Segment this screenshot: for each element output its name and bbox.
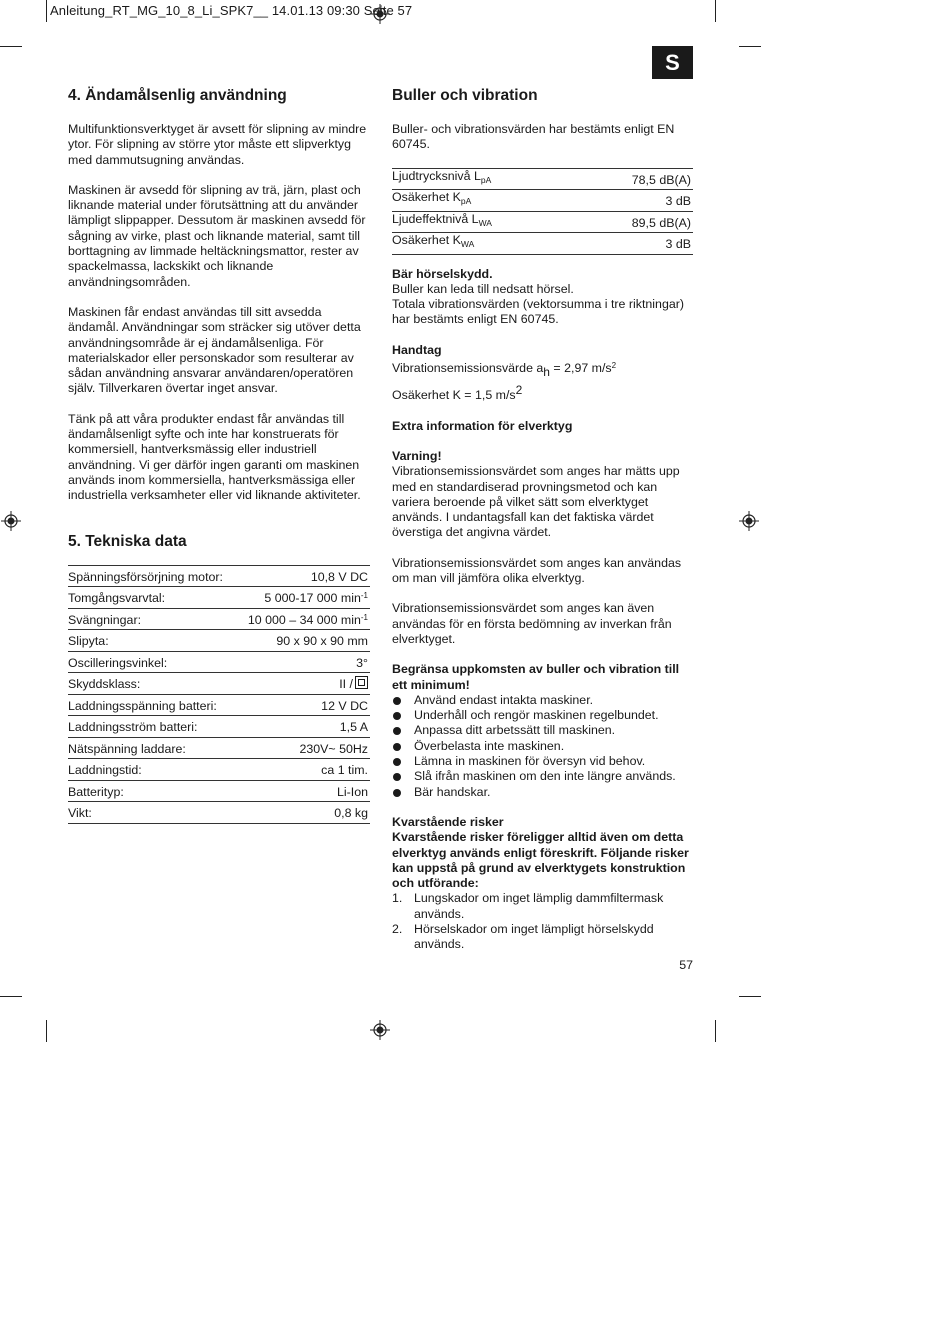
risk-list — [392, 891, 693, 952]
assess-text: Vibrationsemissionsvärdet som anges kan även användas för en första bedömning av inverkan från elverktyget. — [392, 601, 672, 646]
noise-label: Ljudeffektnivå $L_{WA}$ — [392, 211, 579, 233]
uncertainty-value: Osäkerhet K = 1,5 $m/s^2$ — [392, 383, 523, 403]
right-column — [392, 86, 693, 953]
handle-title: Handtag — [392, 342, 442, 357]
noise-label: Osäkerhet $K_{pA}$ — [392, 190, 579, 212]
spec-value: 1,5 A — [237, 716, 370, 738]
protection-class-icon — [355, 676, 368, 689]
spec-row — [68, 608, 370, 630]
warning-title: Varning! — [392, 448, 442, 463]
spec-label: Laddningsspänning batteri: — [68, 694, 237, 716]
list-item: Underhåll och rengör maskinen regelbundet. — [392, 708, 693, 723]
crop-mark — [0, 46, 22, 47]
list-item: Överbelasta inte maskinen. — [392, 739, 693, 754]
left-column — [68, 86, 370, 824]
compare-text: Vibrationsemissionsvärdet som anges kan användas om man vill jämföra olika elverktyg. — [392, 555, 682, 586]
spec-label: Nätspänning laddare: — [68, 737, 237, 759]
noise-intro: Buller- och vibrationsvärden har bestämts enligt EN 60745. — [392, 122, 675, 152]
noise-row — [392, 211, 693, 233]
paragraph: Maskinen är avsedd för slipning av trä, järn, plast och liknande material under förutsättning att du använder lämpligt slippapper. Dessutom är maskinen avsedd för sågning av virke, plast och liknande material, samt till borttagning av limmade heltäckningsmattor, rester av spackelmassa, lackskikt och liknande användningsområden. — [68, 182, 366, 289]
list-item: Använd endast intakta maskiner. — [392, 693, 693, 708]
vibration-value: Vibrationsemissionsvärde $a_h = 2,97$ $m/s^2$ — [392, 361, 617, 380]
paragraph: Tänk på att våra produkter endast får användas till ändamålsenligt syfte och inte har konstruerats för kommersiell, hantverksmässig eller industriell användning. Vi ger därför ingen garanti om maskinen används inom kommersiella, hantverksmässiga eller industriella verksamheter eller vid liknande aktiviteter. — [68, 411, 361, 503]
spec-value: 12 V DC — [237, 694, 370, 716]
spec-label: Slipyta: — [68, 630, 237, 652]
noise-value: 3 dB — [579, 233, 693, 255]
spec-value: II / — [237, 673, 370, 695]
list-item: 1. Lungskador om inget lämplig dammfiltermask används. — [392, 891, 664, 921]
spec-row — [68, 565, 370, 587]
crop-mark — [46, 0, 47, 22]
crop-mark — [739, 996, 761, 997]
spec-label: Svängningar: — [68, 608, 237, 630]
spec-value: 230V~ 50Hz — [237, 737, 370, 759]
spec-value: 5 000-17 000 $\min^{-1}$ — [237, 587, 370, 609]
noise-row — [392, 168, 693, 190]
crop-mark — [46, 1020, 47, 1042]
spec-row — [68, 780, 370, 802]
section-4-title: 4. Ändamålsenlig användning — [68, 87, 287, 104]
paragraph: Maskinen får endast användas till sitt avsedda ändamål. Användningar som sträcker sig utöver detta användningsområde är ej ändamålsenliga. För materialskador eller personskador som resulterar av sådan användning ansvarar användaren/operatören själv. Tillverkaren övertar inget ansvar. — [68, 304, 361, 396]
spec-row — [68, 759, 370, 781]
warning-text: Vibrationsemissionsvärdet som anges har mätts upp med en standardiserad provningsmetod och kan variera beroende på vilket sätt som elverktyget används. I undantagsfall kan det faktiska värdet överstiga det angivna värdet. — [392, 464, 680, 540]
spec-row — [68, 802, 370, 824]
paragraph: Multifunktionsverktyget är avsett för slipning av mindre ytor. För slipning av större ytor måste ett slipverktyg med dammutsugning användas. — [68, 122, 367, 167]
spec-row — [68, 737, 370, 759]
crop-mark — [715, 0, 716, 22]
crop-mark — [739, 46, 761, 47]
noise-value: 89,5 dB(A) — [579, 211, 693, 233]
noise-row — [392, 233, 693, 255]
spec-value: 3° — [237, 651, 370, 673]
spec-label: Skyddsklass: — [68, 673, 237, 695]
crop-mark — [715, 1020, 716, 1042]
list-number: 2. — [392, 921, 403, 936]
spec-value: Li-Ion — [237, 780, 370, 802]
list-item: Slå ifrån maskinen om den inte längre används. — [392, 769, 693, 784]
residual-risk-title: Kvarstående risker — [392, 814, 504, 829]
spec-label: Vikt: — [68, 802, 237, 824]
noise-value: 78,5 dB(A) — [579, 168, 693, 190]
hearing-warning: Bär hörselskydd. — [392, 266, 493, 281]
list-item: Lämna in maskinen för översyn vid behov. — [392, 754, 693, 769]
page-number: 57 — [679, 958, 693, 972]
noise-label: Ljudtrycksnivå $L_{pA}$ — [392, 168, 579, 190]
list-item: 2. Hörselskador om inget lämpligt hörselskydd används. — [392, 921, 654, 952]
vibration-total-text: Totala vibrationsvärden (vektorsumma i tre riktningar) har bestämts enligt EN 60745. — [392, 297, 684, 327]
registration-mark-icon — [370, 1020, 390, 1040]
spec-row — [68, 673, 370, 695]
spec-row — [68, 694, 370, 716]
spec-value: 10 000 – 34 000 $\min^{-1}$ — [237, 608, 370, 630]
noise-label: Osäkerhet $K_{WA}$ — [392, 233, 579, 255]
noise-value: 3 dB — [579, 190, 693, 212]
precaution-list — [392, 693, 693, 800]
registration-mark-icon — [739, 511, 759, 531]
language-tab: S — [652, 46, 693, 79]
print-slug: Anleitung_RT_MG_10_8_Li_SPK7__ 14.01.13 09:30 Seite 57 — [50, 3, 413, 18]
spec-value: 0,8 kg — [237, 802, 370, 824]
spec-label: Oscilleringsvinkel: — [68, 651, 237, 673]
spec-row — [68, 587, 370, 609]
spec-value: 10,8 V DC — [237, 565, 370, 587]
spec-label: Spänningsförsörjning motor: — [68, 565, 237, 587]
extra-info-title: Extra information för elverktyg — [392, 418, 573, 433]
spec-value: 90 x 90 x 90 mm — [237, 630, 370, 652]
section-5-title: 5. Tekniska data — [68, 532, 187, 550]
list-number: 1. — [392, 891, 403, 906]
hearing-text: Buller kan leda till nedsatt hörsel. — [392, 281, 574, 296]
spec-row — [68, 630, 370, 652]
spec-label: Batterityp: — [68, 780, 237, 802]
crop-mark — [0, 996, 22, 997]
residual-risk-text: Kvarstående risker föreligger alltid även om detta elverktyg används enligt föreskrift. Följande risker kan uppstå på grund av elverktygets konstruktion och utförande: — [392, 830, 689, 891]
spec-label: Tomgångsvarvtal: — [68, 587, 237, 609]
limit-title: Begränsa uppkomsten av buller och vibration till ett minimum! — [392, 662, 680, 692]
spec-row — [68, 651, 370, 673]
spec-value: ca 1 tim. — [237, 759, 370, 781]
spec-table — [68, 565, 370, 824]
noise-table — [392, 168, 693, 255]
list-item: Bär handskar. — [392, 785, 693, 800]
spec-label: Laddningsström batteri: — [68, 716, 237, 738]
list-item: Anpassa ditt arbetssätt till maskinen. — [392, 723, 693, 738]
noise-row — [392, 190, 693, 212]
spec-row — [68, 716, 370, 738]
spec-label: Laddningstid: — [68, 759, 237, 781]
noise-vibration-title: Buller och vibration — [392, 87, 538, 104]
registration-mark-icon — [1, 511, 21, 531]
